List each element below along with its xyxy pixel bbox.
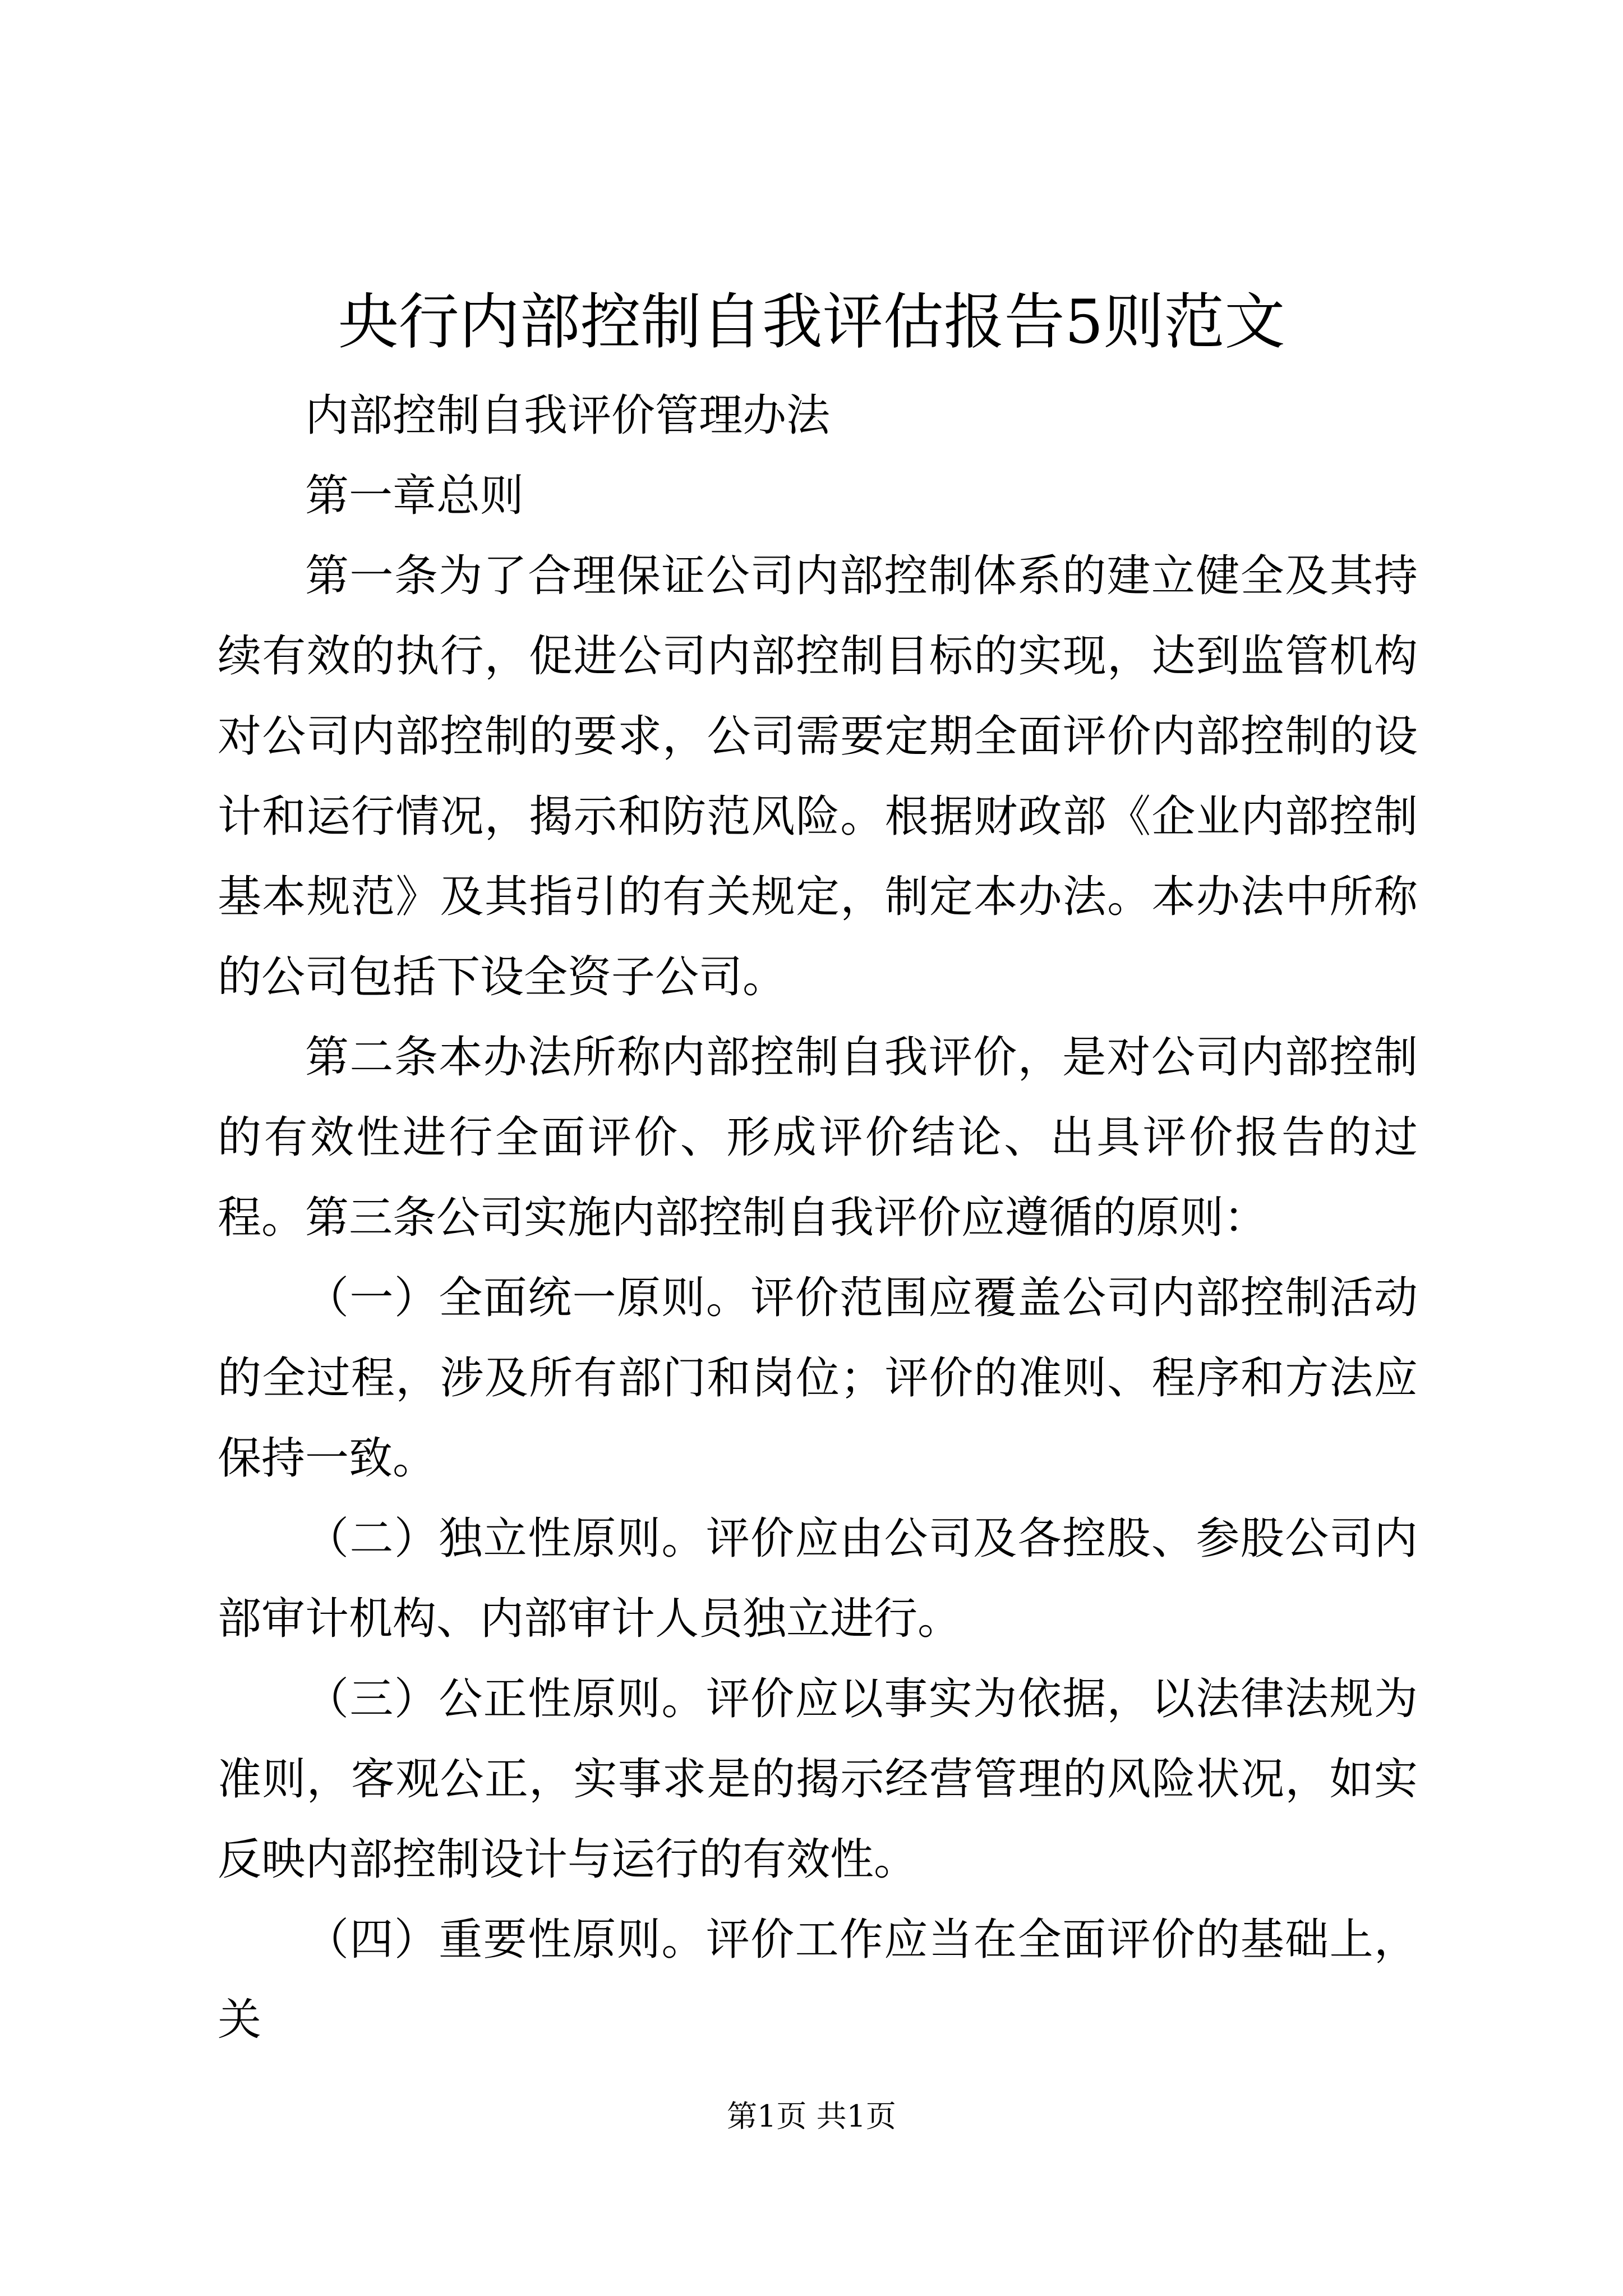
principle-2-paragraph: （二）独立性原则。评价应由公司及各控股、参股公司内部审计机构、内部审计人员独立进行。	[218, 1513, 1418, 1644]
principle-4-paragraph: （四）重要性原则。评价工作应当在全面评价的基础上，关	[218, 1915, 1418, 2045]
principle-1-paragraph: （一）全面统一原则。评价范围应覆盖公司内部控制活动的全过程，涉及所有部门和岗位；评价的准则、程序和方法应保持一致。	[218, 1273, 1418, 1484]
subtitle-paragraph: 内部控制自我评价管理办法	[305, 390, 831, 441]
page-footer: 第1页 共1页	[727, 2099, 896, 2134]
article-2-paragraph: 第二条本办法所称内部控制自我评价，是对公司内部控制的有效性进行全面评价、形成评价结论、出具评价报告的过程。第三条公司实施内部控制自我评价应遵循的原则：	[218, 1032, 1418, 1243]
article-1-paragraph: 第一条为了合理保证公司内部控制体系的建立健全及其持续有效的执行，促进公司内部控制目标的实现，达到监管机构对公司内部控制的要求，公司需要定期全面评价内部控制的设计和运行情况，揭示和防范风险。根据财政部《企业内部控制基本规范》及其指引的有关规定，制定本办法。本办法中所称的公司包括下设全资子公司。	[218, 551, 1418, 1002]
document-title: 央行内部控制自我评估报告5则范文	[338, 287, 1285, 357]
chapter-heading: 第一章总则	[305, 471, 524, 521]
document-body	[218, 376, 1418, 2060]
principle-3-paragraph: （三）公正性原则。评价应以事实为依据，以法律法规为准则，客观公正，实事求是的揭示经营管理的风险状况，如实反映内部控制设计与运行的有效性。	[218, 1674, 1418, 1885]
